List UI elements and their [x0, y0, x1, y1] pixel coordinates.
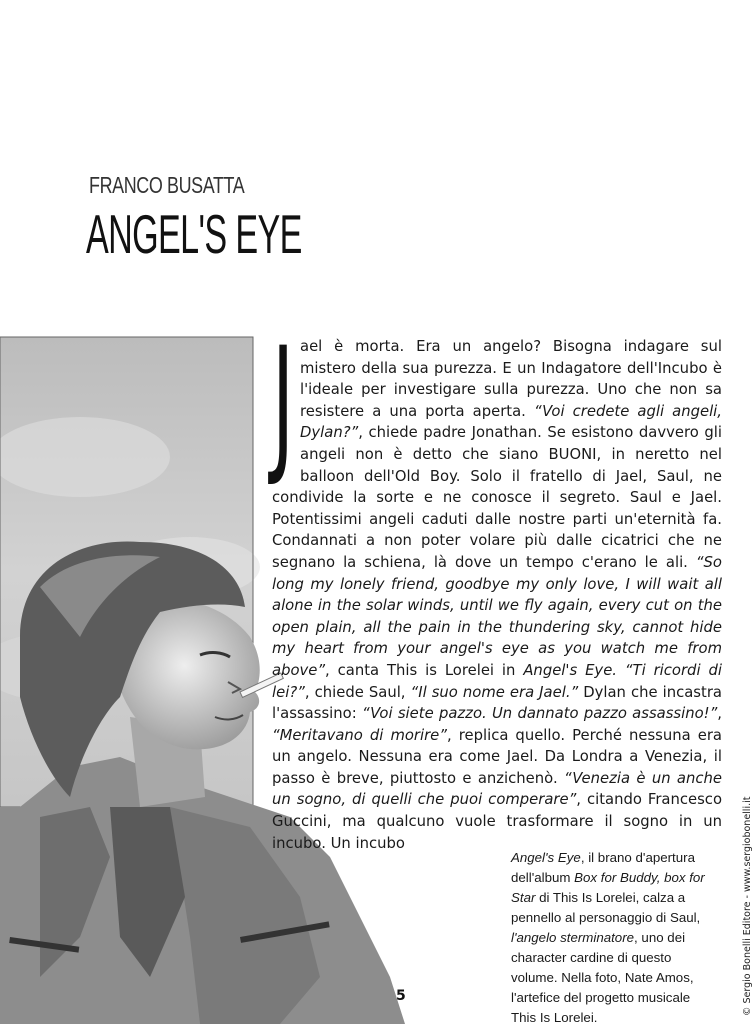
- body-segment: ,: [717, 705, 722, 723]
- photo-caption: [511, 848, 716, 1028]
- body-segment: “Voi siete pazzo. Un dannato pazzo assassino!”: [361, 705, 718, 723]
- body-segment: , chiede Saul,: [304, 683, 411, 701]
- body-segment: Angel's Eye.: [523, 661, 617, 679]
- caption-segment: , il brano d'apertura dell'album: [511, 850, 695, 885]
- body-segment: “Ti ricordi di lei?”: [272, 661, 722, 701]
- body-segment: [617, 662, 625, 679]
- article-body: [272, 316, 722, 854]
- body-segment: , canta This is Lorelei in: [325, 661, 524, 679]
- drop-cap-letter: J: [272, 316, 295, 490]
- body-segment: , chiede padre Jonathan. Se esistono davvero gli angeli non è detto che siano BUONI, in neretto nel balloon dell'Old Boy. Solo il fratello di Jael, Saul, ne condivide la sorte e ne conosce il segreto. Saul e Jael. Potentissimi angeli caduti dalle nostre parti un'eternità fa. Condannati a non poter volare più dalle cicatrici che ne segnano la schiena, là dove un tempo c'erano le ali.: [272, 424, 722, 571]
- caption-segment: di This Is Lorelei, calza a pennello al personaggio di Saul,: [511, 890, 701, 925]
- article-title: ANGEL'S EYE: [86, 203, 302, 265]
- caption-segment: Box for Buddy, box for Star: [511, 870, 705, 905]
- body-segment: “Meritavano di morire”: [272, 726, 447, 744]
- body-segment: “Voi credete agli angeli, Dylan?”: [300, 402, 722, 442]
- author-name: FRANCO BUSATTA: [89, 172, 245, 198]
- caption-segment: l'angelo sterminatore: [511, 930, 635, 945]
- body-segment: “Il suo nome era Jael.”: [410, 683, 579, 701]
- body-segment: “So long my lonely friend, goodbye my only love, I will wait all alone in the solar winds, until we fly again, every cut on the open plain, all the pain in the thundering sky, cannot hide my heart from your angel's eye as you watch me from above”: [272, 553, 722, 679]
- body-segment: Dylan che incastra l'assassino:: [272, 683, 722, 723]
- caption-segment: Angel's Eye: [511, 850, 581, 865]
- body-segment: , replica quello. Perché nessuna era un angelo. Nessuna era come Jael. Da Londra a Venezia, il passo è breve, piuttosto e anzichenò.: [272, 726, 722, 787]
- caption-segment: , uno dei character cardine di questo volume. Nella foto, Nate Amos, l'artefice del progetto musicale This Is Lorelei.: [511, 930, 694, 1025]
- copyright-credit: © Sergio Bonelli Editore - www.sergiobonelli.it: [742, 796, 753, 1016]
- page-number: 5: [396, 988, 406, 1004]
- body-segment: “Venezia è un anche un sogno, di quelli che puoi comperare”: [272, 769, 722, 809]
- body-segment: , citando Francesco Guccini, ma qualcuno vuole trasformare il sogno in un incubo. Un incubo: [272, 791, 722, 852]
- body-segment: ael è morta. Era un angelo? Bisogna indagare sul mistero della sua purezza. E un Indagatore dell'Incubo è l'ideale per investigare sulla purezza. Uno che non sa resistere a una porta aperta.: [300, 338, 722, 420]
